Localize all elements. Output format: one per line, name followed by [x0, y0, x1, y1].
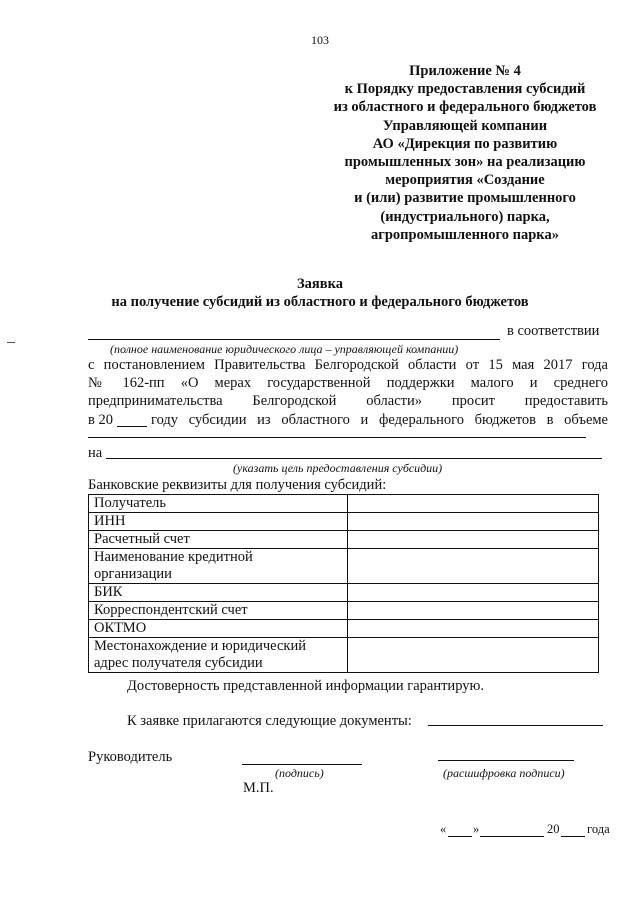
table-row	[89, 513, 599, 531]
attached-docs-line[interactable]	[428, 725, 603, 726]
row-label: Расчетный счет	[89, 531, 348, 549]
row-value[interactable]	[348, 638, 599, 673]
row-value[interactable]	[348, 531, 599, 549]
on-text: на	[88, 445, 103, 461]
table-row	[89, 602, 599, 620]
signature-line[interactable]	[242, 764, 362, 765]
body-line-4-rest: году субсидии из областного и федерального бюджетов в объеме	[151, 412, 608, 428]
amount-line[interactable]	[88, 437, 586, 438]
page-number: 103	[311, 33, 329, 47]
table-row	[89, 495, 599, 513]
decoding-caption: (расшифровка подписи)	[443, 766, 565, 780]
appendix-line: Управляющей компании	[382, 117, 548, 134]
attached-docs-text: К заявке прилагаются следующие документы:	[127, 713, 412, 729]
appendix-header	[300, 62, 630, 244]
margin-mark	[7, 342, 15, 343]
head-label: Руководитель	[88, 749, 173, 765]
entity-name-line[interactable]	[88, 339, 500, 340]
bank-details-table	[88, 494, 599, 673]
day-line[interactable]	[448, 836, 472, 837]
title-subheading: на получение субсидий из областного и федерального бюджетов	[111, 294, 529, 310]
appendix-line: промышленных зон» на реализацию	[344, 154, 586, 171]
row-label: ИНН	[89, 513, 348, 531]
year-prefix: 20	[547, 822, 560, 836]
row-label: Корреспондентский счет	[89, 602, 348, 620]
body-line-1: с постановлением Правительства Белгородской области от 15 мая 2017 года	[88, 357, 608, 373]
appendix-line: из областного и федерального бюджетов	[333, 99, 597, 116]
title-heading: Заявка	[297, 276, 343, 292]
table-row	[89, 620, 599, 638]
body-line-3: предпринимательства Белгородской области» просит предоставить	[88, 393, 608, 409]
table-row	[89, 584, 599, 602]
year-word: года	[587, 822, 610, 836]
date-close-quote: »	[473, 822, 480, 836]
signature-caption: (подпись)	[275, 766, 324, 780]
row-value[interactable]	[348, 513, 599, 531]
bank-heading: Банковские реквизиты для получения субсидий:	[88, 477, 387, 493]
year-blank-line[interactable]	[117, 426, 147, 427]
row-label: Местонахождение и юридический адрес получателя субсидии	[89, 638, 348, 673]
stamp-mark: М.П.	[243, 780, 274, 796]
purpose-caption: (указать цель предоставления субсидии)	[233, 461, 443, 475]
table-row	[89, 638, 599, 673]
year-line[interactable]	[561, 836, 585, 837]
appendix-line: к Порядку предоставления субсидий	[344, 81, 586, 98]
appendix-line: мероприятия «Создание	[385, 172, 545, 189]
appendix-line: (индустриального) парка,	[380, 208, 550, 225]
appendix-line: и (или) развитие промышленного	[354, 190, 576, 207]
entity-caption: (полное наименование юридического лица – управляющей компании)	[110, 342, 459, 356]
row-label: Получатель	[89, 495, 348, 513]
in-accordance-text: в соответствии	[507, 323, 600, 339]
row-label: БИК	[89, 584, 348, 602]
row-value[interactable]	[348, 620, 599, 638]
decoding-line[interactable]	[438, 760, 574, 761]
appendix-line: АО «Дирекция по развитию	[372, 135, 558, 152]
body-line-4-prefix: в 20	[88, 412, 113, 428]
appendix-line: агропромышленного парка»	[371, 226, 559, 243]
row-value[interactable]	[348, 549, 599, 584]
purpose-line[interactable]	[106, 458, 602, 459]
date-open-quote: «	[440, 822, 447, 836]
row-value[interactable]	[348, 584, 599, 602]
row-label: ОКТМО	[89, 620, 348, 638]
guarantee-text: Достоверность представленной информации гарантирую.	[127, 678, 484, 694]
month-line[interactable]	[480, 836, 544, 837]
row-value[interactable]	[348, 602, 599, 620]
table-row	[89, 549, 599, 584]
table-row	[89, 531, 599, 549]
document-title	[0, 275, 640, 311]
row-value[interactable]	[348, 495, 599, 513]
date-field	[440, 822, 610, 840]
appendix-line: Приложение № 4	[409, 63, 521, 79]
row-label: Наименование кредитной организации	[89, 549, 348, 584]
body-line-2: № 162-пп «О мерах государственной поддержки малого и среднего	[88, 375, 608, 391]
